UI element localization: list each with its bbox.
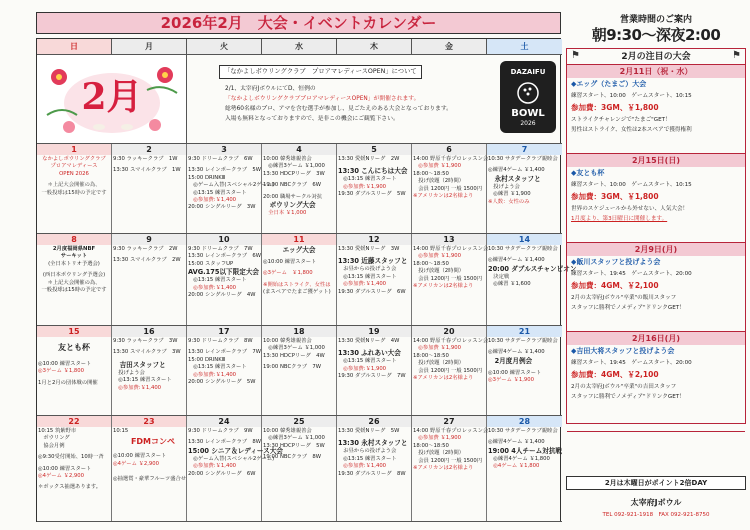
event-line: 13:30 スマイルクラブ 3W bbox=[113, 349, 181, 356]
event-line: 13:30 愛媛Nリーグ 2W bbox=[338, 156, 400, 162]
event-name: ◆飯川スタッフと投げよう会 bbox=[571, 258, 661, 266]
event-line: 10:00 韓秀雄親善会 bbox=[263, 338, 312, 344]
event-line: 13:30 レインボークラブ 7W bbox=[188, 349, 261, 356]
event-line: ◎10:00 練習スタート bbox=[38, 465, 92, 472]
event-line: 15:00 スタッフUP bbox=[188, 260, 234, 267]
event-line: ◎抽選賞・豪華フルーツ盛合せ bbox=[113, 476, 187, 483]
pin-right-icon: ⚑ bbox=[732, 50, 741, 61]
logo-year: 2026 bbox=[520, 120, 536, 127]
event-line: 19:30 ダブルスリーグ 6W bbox=[338, 288, 406, 295]
event-line: 10:30 サタデークラブ親睦会 bbox=[488, 246, 558, 252]
day-number: 17 bbox=[187, 326, 261, 337]
event-line: ◎10:00 練習スタート bbox=[113, 453, 167, 460]
event-line: ◎参加費 ￥1,900 bbox=[413, 345, 461, 352]
day-number: 20 bbox=[412, 326, 486, 337]
day-number: 11 bbox=[262, 234, 336, 245]
event-line: ※アメリカンは2名様より bbox=[413, 193, 474, 200]
event-line: 18:00〜18:50 bbox=[413, 170, 449, 177]
event-note: 世界のスケジュールから外せない、人気大会！ bbox=[571, 206, 689, 212]
notice-line: 総勢60名様のプロ、アマを含む選手が参加し、見ごたえのある大会となっております。 bbox=[225, 106, 452, 112]
event-line: ◎13:15 練習スタート bbox=[338, 455, 397, 462]
event-line: 9:30 ラッキークラブ 3W bbox=[113, 338, 178, 344]
event-line: ＊上記大会開催の為、 bbox=[47, 279, 101, 286]
point-day: 2月は木曜日がポイント2倍DAY bbox=[566, 476, 746, 490]
event-line: 20:00 シングルリーグ 6W bbox=[188, 470, 256, 477]
page-title: 2026年2月 大会・イベントカレンダー bbox=[36, 12, 561, 34]
event-line: ◎練習4ゲーム ￥1,800 bbox=[488, 455, 550, 462]
event-line: OPEN 2026 bbox=[59, 170, 89, 177]
day-number: 9 bbox=[112, 234, 186, 245]
day-cell[interactable] bbox=[412, 416, 487, 521]
day-number: 22 bbox=[37, 416, 111, 427]
day-number: 23 bbox=[112, 416, 186, 427]
day-cell[interactable] bbox=[112, 416, 187, 521]
day-cell[interactable] bbox=[262, 416, 337, 521]
event-line: ボウリング大会 bbox=[263, 201, 316, 210]
event-line: ◎参加費:￥1,400 bbox=[113, 384, 162, 391]
event-line: ※アメリカンは2名様より bbox=[413, 375, 474, 382]
event-line: 9:30 ドリームクラブ 8W bbox=[188, 338, 253, 344]
day-number: 6 bbox=[412, 144, 486, 155]
dow-mon: 月 bbox=[112, 39, 187, 55]
event-line: ※アメリカンは2名様より bbox=[413, 465, 474, 472]
event-note: 男性はストライク、女性は2本スペアで獲得権利 bbox=[571, 127, 692, 133]
event-line: ◎参加費:￥1,900 bbox=[338, 183, 387, 190]
day-number: 19 bbox=[337, 326, 411, 337]
event-line: 15:00 シニア＆レディース大会 bbox=[188, 446, 283, 455]
focus-panel bbox=[566, 48, 746, 424]
event-line: 20:00 シングルリーグ 5W bbox=[188, 379, 256, 386]
day-cell[interactable] bbox=[187, 416, 283, 521]
event-line: ◎練習3ゲーム ￥1,000 bbox=[263, 345, 325, 352]
event-line: ◎10:00 練習スタート bbox=[263, 259, 317, 265]
day-cell[interactable] bbox=[37, 144, 112, 233]
event-line: 友とも杯 bbox=[58, 343, 90, 352]
event-line: 14:00 野原千春プロレッスン会 bbox=[413, 338, 489, 344]
event-line: ※開始はストライク、女性は bbox=[263, 281, 331, 288]
day-number: 16 bbox=[112, 326, 186, 337]
day-number: 14 bbox=[487, 234, 562, 245]
day-of-week-header bbox=[37, 39, 560, 55]
event-line: 15:00 DRINKⅢ bbox=[188, 356, 226, 363]
event-line: 13:30 HDCPリーグ 3W bbox=[263, 170, 325, 177]
day-cell[interactable] bbox=[262, 326, 337, 415]
event-line: ◎参加費 ￥1,900 bbox=[413, 253, 461, 260]
event-line: ◎練習3ゲーム ￥1,000 bbox=[263, 163, 325, 170]
event-line: 投げよう会 bbox=[488, 183, 520, 190]
event-line: ◎練習4ゲーム ￥1,400 bbox=[488, 439, 545, 446]
focus-title bbox=[567, 49, 745, 65]
event-time: 練習スタート、19:45 ゲームスタート、20:00 bbox=[571, 360, 692, 366]
calendar bbox=[36, 38, 577, 522]
calendar-week bbox=[37, 416, 562, 522]
event-line: エッグ大会 bbox=[282, 246, 316, 254]
event-line: 決定戦 bbox=[488, 273, 510, 280]
event-note: 1月度より、第3日曜日に開催します。 bbox=[571, 216, 668, 222]
day-number: 13 bbox=[412, 234, 486, 245]
event-line: 18:00〜18:50 bbox=[413, 442, 449, 449]
event-line: 会員 1200円 一般 1500円 bbox=[413, 275, 483, 282]
event-line: 投げ放題（2時間） bbox=[413, 268, 465, 275]
event-name: ◆エッグ（たまご）大会 bbox=[571, 80, 647, 88]
event-note: スタッフに勝利でノメディア"ドリンクGET！ bbox=[571, 394, 685, 400]
day-cell[interactable] bbox=[487, 144, 562, 233]
event-line: 9:30 ドリームクラブ 6W bbox=[188, 156, 253, 162]
day-cell[interactable] bbox=[37, 416, 112, 521]
day-cell[interactable] bbox=[262, 234, 337, 325]
day-number: 3 bbox=[187, 144, 261, 155]
event-line: ◎ゲーム入替(スペシャル2ゲーム) bbox=[188, 455, 275, 462]
event-line: ◎13:15 練習スタート bbox=[338, 358, 397, 365]
event-date: 2月15日(日) bbox=[567, 154, 745, 167]
event-line: 13:30 レインボークラブ 5W bbox=[188, 167, 261, 174]
event-line: 19:00 NBCクラブ 7W bbox=[263, 364, 321, 371]
event-line: 投げ放題（2時間） bbox=[413, 178, 465, 185]
event-time: 練習スタート、19:45 ゲームスタート、20:00 bbox=[571, 271, 692, 277]
event-line: 一般投球は15時の予定です bbox=[41, 189, 107, 196]
focus-event[interactable] bbox=[567, 332, 745, 432]
focus-title-text: 2月の注目の大会 bbox=[621, 52, 691, 62]
day-cell[interactable] bbox=[487, 234, 577, 325]
event-line: ◎10:00 練習スタート bbox=[488, 369, 542, 376]
dow-sun: 日 bbox=[37, 39, 112, 55]
notice-line: 2/1、太宰府JボウルにてD、恒例の bbox=[225, 86, 316, 92]
day-number: 27 bbox=[412, 416, 486, 427]
event-line: 10:30 サタデークラブ親睦会 bbox=[488, 338, 558, 344]
dow-wed: 水 bbox=[262, 39, 337, 55]
event-line: 会員 1200円 一般 1500円 bbox=[413, 185, 483, 192]
event-line: (全日本トリオ予選会) bbox=[48, 260, 100, 267]
focus-event[interactable] bbox=[567, 65, 745, 154]
day-cell[interactable] bbox=[187, 326, 262, 415]
day-number: 25 bbox=[262, 416, 336, 427]
day-cell[interactable] bbox=[187, 144, 275, 233]
day-number: 1 bbox=[37, 144, 111, 155]
event-line: 一般投球は15時の予定です bbox=[41, 287, 107, 294]
event-line: ◎3ゲーム ￥1,800 bbox=[263, 270, 313, 277]
day-number: 5 bbox=[337, 144, 411, 155]
event-line: ◎練習 ￥1,900 bbox=[488, 191, 531, 198]
month-big-text: 2月 bbox=[81, 76, 143, 118]
event-line: (まスペアでたまご獲ゲット) bbox=[263, 289, 331, 296]
event-line: プロアマレディース bbox=[50, 163, 98, 170]
event-line: ◎4ゲーム ￥1,800 bbox=[488, 463, 540, 470]
event-fee: 参加費：4GM、￥2,100 bbox=[571, 370, 659, 379]
event-line: 10:15 筑紫野市 bbox=[38, 428, 77, 434]
event-line: ※人数：女性のみ bbox=[488, 198, 530, 205]
day-cell[interactable] bbox=[262, 144, 337, 233]
event-line: 会員 1200円 一般 1500円 bbox=[413, 367, 483, 374]
day-number: 12 bbox=[337, 234, 411, 245]
event-line: ◎参加費 ￥1,900 bbox=[413, 435, 461, 442]
event-line: 20:00 シングルリーグ 3W bbox=[188, 204, 256, 211]
hours-text: 朝9:30〜深夜2:00 bbox=[591, 26, 721, 44]
event-line: 全日本 ￥1,000 bbox=[263, 210, 307, 217]
event-line: FDMコンペ bbox=[122, 437, 176, 447]
day-number: 4 bbox=[262, 144, 336, 155]
event-line: ◎参加費:￥1,400 bbox=[188, 463, 237, 470]
event-line: 14:00 野原千春プロレッスン会 bbox=[413, 156, 489, 162]
event-time: 練習スタート、10:00 ゲームスタート、10:15 bbox=[571, 182, 692, 188]
event-line: 10:00 韓秀雄親善会 bbox=[263, 156, 312, 162]
event-line: 13:30 ふれあい大会 bbox=[338, 349, 401, 358]
event-line: ＊ボックス抽選あります。 bbox=[38, 484, 102, 491]
event-name: ◆友とも杯 bbox=[571, 169, 605, 177]
day-cell[interactable] bbox=[337, 326, 412, 415]
event-line: ◎13:15 練習スタート bbox=[188, 189, 247, 196]
event-line: ◎参加費:￥1,900 bbox=[338, 365, 387, 372]
focus-event[interactable] bbox=[567, 243, 745, 332]
day-number: 18 bbox=[262, 326, 336, 337]
event-line: 会員 1200円 一般 1500円 bbox=[413, 457, 483, 464]
event-fee: 参加費：3GM、￥1,800 bbox=[571, 192, 659, 201]
event-line: 10:15 bbox=[113, 428, 129, 434]
event-line: 20:00 シングルリーグ 4W bbox=[188, 292, 256, 299]
event-line: ◎参加費:￥1,400 bbox=[188, 197, 237, 204]
event-line: 19:30 ダブルスリーグ 5W bbox=[338, 191, 406, 198]
day-number: 8 bbox=[37, 234, 111, 245]
event-line: ボウリング bbox=[38, 435, 70, 442]
calendar-week bbox=[37, 234, 577, 326]
event-line: ◎4ゲーム ￥2,900 bbox=[113, 460, 160, 467]
event-line: ※アメリカンは2名様より bbox=[413, 283, 474, 290]
event-line: 13:30 愛媛Nリーグ 5W bbox=[338, 428, 400, 434]
event-line: ◎13:15 練習スタート bbox=[338, 176, 397, 183]
event-line: 1月と2月の団体戦の開催 bbox=[38, 379, 98, 386]
event-line: 13:30 永村スタッフと bbox=[338, 439, 408, 448]
day-cell[interactable] bbox=[412, 326, 487, 415]
event-line: 協会月例 bbox=[38, 442, 65, 449]
logo-top-text: DAZAIFU bbox=[510, 68, 546, 76]
event-line: 吉田スタッフと bbox=[113, 360, 166, 369]
event-note: 2月の太宰府Jボウル"卒業"の飯川スタッフ bbox=[571, 295, 677, 301]
event-line: ◎13:15 練習スタート bbox=[188, 277, 247, 284]
day-number: 28 bbox=[487, 416, 562, 427]
day-cell[interactable] bbox=[337, 416, 412, 521]
event-line: ◎参加費:￥1,400 bbox=[338, 463, 387, 470]
pin-left-icon: ⚑ bbox=[571, 50, 580, 61]
day-cell[interactable] bbox=[337, 234, 412, 325]
event-line: 13:30 こんにちは大会 bbox=[338, 167, 408, 176]
event-line: 18:00〜18:50 bbox=[413, 260, 449, 267]
notice-title: 「なかよしボウリングクラブ プロアマレディースOPEN」について bbox=[219, 65, 422, 79]
day-cell[interactable] bbox=[112, 234, 187, 325]
event-date: 2月11日（祝・水） bbox=[567, 65, 745, 78]
store-name: 太宰府Jボウル bbox=[630, 498, 682, 507]
event-line: ◎参加費:￥1,400 bbox=[188, 284, 237, 291]
day-cell[interactable] bbox=[487, 326, 562, 415]
event-line: 13:30 愛媛Nリーグ 4W bbox=[338, 338, 400, 344]
event-note: スタッフに勝利でノメディア"ドリンクGET！ bbox=[571, 305, 685, 311]
event-line: ＊上記大会開催の為、 bbox=[47, 182, 101, 189]
day-number: 7 bbox=[487, 144, 562, 155]
store-contact: TEL 092-921-1918 FAX 092-921-8750 bbox=[602, 512, 710, 518]
event-line: ◎10:00 練習スタート bbox=[38, 361, 92, 367]
day-number: 26 bbox=[337, 416, 411, 427]
event-line: 20:00 ダブルスチャンピオン bbox=[488, 264, 577, 273]
event-line: ◎練習4ゲーム ￥1,400 bbox=[488, 167, 545, 174]
event-line: お昼からの投げよう会 bbox=[338, 266, 397, 273]
event-line: 19:00 4人チーム対抗戦 bbox=[488, 446, 563, 455]
event-line: 10:30 サタデークラブ親睦会 bbox=[488, 428, 558, 434]
event-line: お昼からの投げよう会 bbox=[338, 448, 397, 455]
event-line: 13:30 レインボークラブ 6W bbox=[188, 253, 261, 260]
event-line: 9:30 ラッキークラブ 2W bbox=[113, 246, 178, 252]
event-line: 13:30 レインボークラブ 8W bbox=[188, 439, 261, 446]
event-line: 13:30 スマイルクラブ 1W bbox=[113, 167, 181, 174]
hours-title: 営業時間のご案内 bbox=[619, 15, 692, 25]
event-line: (西日本ボウリング予選会) bbox=[42, 272, 106, 279]
event-line: 19:30 ダブルスリーグ 8W bbox=[338, 470, 406, 477]
day-cell[interactable] bbox=[412, 144, 487, 233]
day-cell[interactable] bbox=[187, 234, 262, 325]
hero-banner bbox=[37, 55, 562, 144]
event-line: 13:30 HDCPリーグ 4W bbox=[263, 352, 325, 359]
event-line: 18:00〜18:50 bbox=[413, 352, 449, 359]
event-line: ◎3ゲーム ￥1,900 bbox=[488, 377, 535, 384]
day-number: 21 bbox=[487, 326, 562, 337]
event-line: 13:30 HDCPリーグ 5W bbox=[263, 442, 325, 449]
calendar-week bbox=[37, 144, 562, 234]
event-date: 2月16日(月) bbox=[567, 332, 745, 345]
event-date: 2月9日(月) bbox=[567, 243, 745, 256]
dow-fri: 金 bbox=[412, 39, 487, 55]
event-line: ◎練習 ￥1,600 bbox=[488, 281, 531, 288]
event-line: 投げ放題（2時間） bbox=[413, 360, 465, 367]
event-line: ◎3ゲーム ￥1,800 bbox=[38, 368, 85, 375]
event-line: サーキット bbox=[60, 253, 88, 260]
event-line: ◎練習4ゲーム ￥1,400 bbox=[488, 257, 545, 264]
bowling-pin-icon bbox=[516, 81, 540, 105]
event-line: ◎13:15 練習スタート bbox=[188, 364, 247, 371]
day-cell[interactable] bbox=[337, 144, 412, 233]
event-line: 2月度福岡県NBF bbox=[52, 246, 96, 252]
bowl-logo bbox=[500, 61, 556, 133]
day-cell[interactable] bbox=[412, 234, 487, 325]
event-line: 19:30 ダブルスリーグ 7W bbox=[338, 373, 406, 380]
event-line: ◎ゲーム入替(スペシャル2ゲーム) bbox=[188, 182, 275, 189]
day-cell[interactable] bbox=[487, 416, 562, 521]
event-line: 永村スタッフと bbox=[488, 174, 541, 183]
event-fee: 参加費：3GM、￥1,800 bbox=[571, 103, 659, 112]
event-note: 2月の太宰府Jボウル"卒業"の吉田スタッフ bbox=[571, 384, 677, 390]
event-line: ◎4ゲーム ￥2,900 bbox=[38, 473, 85, 480]
event-line: 投げ放題（2時間） bbox=[413, 450, 465, 457]
day-number: 15 bbox=[37, 326, 111, 337]
day-number: 2 bbox=[112, 144, 186, 155]
dow-thu: 木 bbox=[337, 39, 412, 55]
event-line: 投げよう会 bbox=[113, 369, 145, 376]
day-cell[interactable] bbox=[112, 326, 187, 415]
event-line: ◎練習4ゲーム ￥1,400 bbox=[488, 349, 545, 356]
event-line: ◎参加費:￥1,400 bbox=[188, 371, 237, 378]
event-time: 練習スタート、10:00 ゲームスタート、10:15 bbox=[571, 93, 692, 99]
event-line: 2月度月例会 bbox=[488, 356, 533, 365]
event-line: ◎13:15 練習スタート bbox=[113, 377, 172, 384]
notice-line: 入場も無料となっておりますので、是非この機会にご観覧下さい。 bbox=[225, 116, 399, 122]
event-line: ◎練習3ゲーム ￥1,000 bbox=[263, 435, 325, 442]
notice-box bbox=[187, 55, 562, 143]
focus-event[interactable] bbox=[567, 154, 745, 243]
event-line: 20:00 職場サークル対抗 bbox=[263, 193, 323, 200]
event-line: 13:30 スマイルクラブ 2W bbox=[113, 257, 181, 264]
event-line: 10:30 サタデークラブ親睦会 bbox=[488, 156, 558, 162]
day-cell[interactable] bbox=[112, 144, 187, 233]
day-cell[interactable] bbox=[37, 234, 112, 325]
event-line: 13:30 愛媛Nリーグ 3W bbox=[338, 246, 400, 252]
event-line: ◎参加費:￥1,400 bbox=[338, 281, 387, 288]
event-line: ◎9:30受付開始、10時一斉 bbox=[38, 454, 104, 461]
event-line: 19:00 NBCクラブ 8W bbox=[263, 454, 321, 461]
event-name: ◆吉田大将スタッフと投げよう会 bbox=[571, 347, 675, 355]
february-art bbox=[37, 55, 187, 143]
event-line: 9:30 ドリームクラブ 9W bbox=[188, 428, 253, 434]
event-line: 10:00 韓秀雄親善会 bbox=[263, 428, 312, 434]
event-line: 13:30 近藤スタッフと bbox=[338, 257, 408, 266]
sidebar bbox=[566, 12, 746, 524]
calendar-week bbox=[37, 326, 562, 416]
event-line: AVG.175以下限定大会 bbox=[188, 268, 260, 277]
event-line: なかよしボウリングクラブ bbox=[42, 156, 106, 162]
notice-line: 「なかよしボウリングクラブプロアマレディースOPEN」が開催されます。 bbox=[225, 96, 420, 102]
focus-events bbox=[567, 65, 745, 432]
event-fee: 参加費：4GM、￥2,100 bbox=[571, 281, 659, 290]
day-number: 24 bbox=[187, 416, 261, 427]
calendar-weeks bbox=[37, 144, 577, 522]
event-line: 14:00 野原千春プロレッスン会 bbox=[413, 428, 489, 434]
day-number: 10 bbox=[187, 234, 261, 245]
day-cell[interactable] bbox=[37, 326, 112, 415]
event-line: 14:00 野原千春プロレッスン会 bbox=[413, 246, 489, 252]
event-line: 9:30 ドリームクラブ 7W bbox=[188, 246, 253, 252]
event-line: 19:00 NBCクラブ 6W bbox=[263, 182, 321, 189]
dow-sat: 土 bbox=[487, 39, 562, 55]
logo-bottom-text: BOWL bbox=[511, 108, 545, 119]
event-line: ◎13:15 練習スタート bbox=[338, 273, 397, 280]
event-note: ストライクチャレンジで"たまご"GET！ bbox=[571, 117, 671, 123]
event-line: 9:30 ラッキークラブ 1W bbox=[113, 156, 178, 162]
dow-tue: 火 bbox=[187, 39, 262, 55]
event-line: ◎参加費 ￥1,900 bbox=[413, 163, 461, 170]
event-line: 15:00 DRINKⅢ bbox=[188, 174, 226, 181]
